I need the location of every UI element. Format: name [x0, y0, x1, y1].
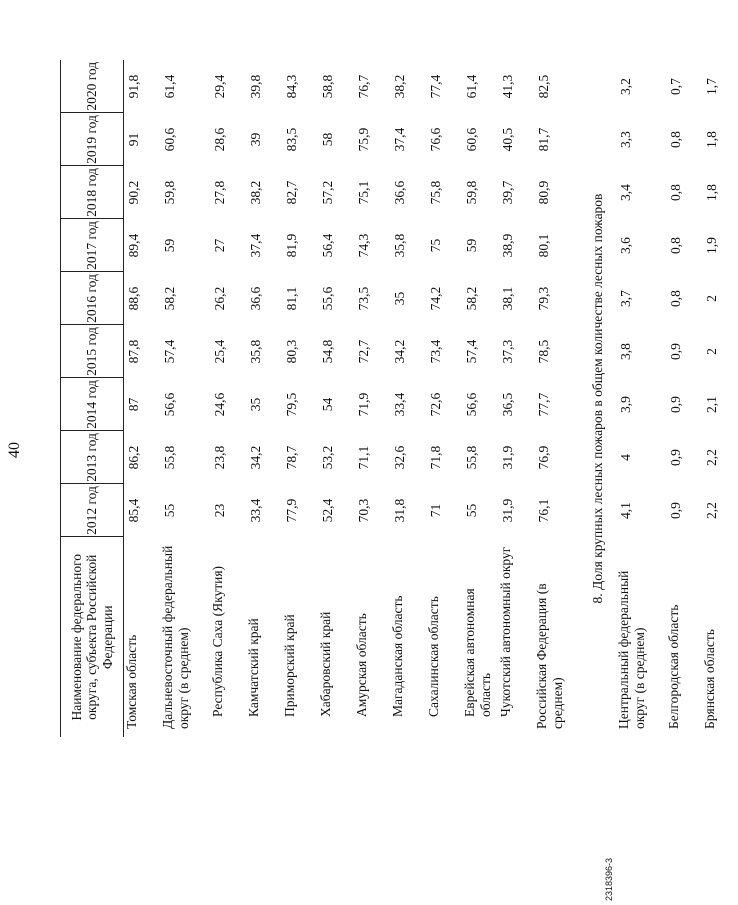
- value-cell: 76,6: [428, 127, 443, 152]
- value-cell: 34,2: [392, 339, 407, 364]
- table-row: [210, 60, 246, 737]
- value-cell: 55,8: [162, 445, 177, 470]
- value-cell: 78,5: [536, 339, 551, 364]
- value-cell: 55,8: [464, 445, 479, 470]
- header-year-2017: 2017 год: [61, 219, 124, 272]
- value-cell: 70,3: [356, 498, 371, 523]
- table-row: [390, 60, 426, 737]
- value-cell: 74,2: [428, 286, 443, 311]
- value-cell: 58: [320, 132, 335, 147]
- value-cell: 31,9: [500, 498, 515, 523]
- value-cell: 81,9: [284, 233, 299, 258]
- value-cell: 71,9: [356, 392, 371, 417]
- value-cell: 85,4: [126, 498, 141, 523]
- value-cell: 3,6: [618, 237, 633, 254]
- value-cell: 71: [428, 503, 443, 518]
- value-cell: 39: [248, 132, 263, 147]
- value-cell: 4: [618, 454, 633, 461]
- value-cell: 37,4: [248, 233, 263, 258]
- region-name-cell: Еврейская автономная область: [462, 588, 493, 717]
- header-year-2020: 2020 год: [61, 60, 124, 113]
- value-cell: 81,7: [536, 127, 551, 152]
- region-name-cell: Дальневосточный федеральный округ (в среднем): [160, 545, 191, 729]
- value-cell: 37,3: [500, 339, 515, 364]
- value-cell: 56,6: [464, 392, 479, 417]
- value-cell: 74,3: [356, 233, 371, 258]
- value-cell: 36,6: [392, 180, 407, 205]
- value-cell: 28,6: [212, 127, 227, 152]
- value-cell: 87: [126, 397, 141, 412]
- value-cell: 77,9: [284, 498, 299, 523]
- value-cell: 24,6: [212, 392, 227, 417]
- table-row: [318, 60, 354, 737]
- header-year-2015: 2015 год: [61, 325, 124, 378]
- value-cell: 0,9: [668, 343, 683, 360]
- value-cell: 77,4: [428, 74, 443, 99]
- value-cell: 55: [464, 503, 479, 518]
- value-cell: 57,2: [320, 180, 335, 205]
- value-cell: 82,5: [536, 74, 551, 99]
- value-cell: 35: [248, 397, 263, 412]
- header-year-2012: 2012 год: [61, 484, 124, 537]
- value-cell: 0,9: [668, 396, 683, 413]
- value-cell: 58,8: [320, 74, 335, 99]
- value-cell: 38,2: [248, 180, 263, 205]
- header-year-2013: 2013 год: [61, 431, 124, 484]
- value-cell: 0,8: [668, 184, 683, 201]
- value-cell: 60,6: [162, 127, 177, 152]
- value-cell: 39,7: [500, 180, 515, 205]
- value-cell: 73,5: [356, 286, 371, 311]
- value-cell: 53,2: [320, 445, 335, 470]
- value-cell: 33,4: [248, 498, 263, 523]
- region-name-cell: Хабаровский край: [318, 611, 333, 717]
- value-cell: 57,4: [464, 339, 479, 364]
- value-cell: 77,7: [536, 392, 551, 417]
- value-cell: 29,4: [212, 74, 227, 99]
- value-cell: 52,4: [320, 498, 335, 523]
- value-cell: 83,5: [284, 127, 299, 152]
- value-cell: 39,8: [248, 74, 263, 99]
- value-cell: 0,7: [668, 78, 683, 95]
- value-cell: 76,1: [536, 498, 551, 523]
- value-cell: 75,8: [428, 180, 443, 205]
- value-cell: 31,9: [500, 445, 515, 470]
- value-cell: 23,8: [212, 445, 227, 470]
- table-header-row: [61, 60, 124, 737]
- value-cell: 59: [464, 238, 479, 253]
- value-cell: 32,6: [392, 445, 407, 470]
- value-cell: 90,2: [126, 180, 141, 205]
- value-cell: 2,1: [704, 396, 719, 413]
- value-cell: 40,5: [500, 127, 515, 152]
- value-cell: 3,2: [618, 78, 633, 95]
- value-cell: 27,8: [212, 180, 227, 205]
- value-cell: 3,8: [618, 343, 633, 360]
- region-name-cell: Камчатский край: [246, 618, 261, 717]
- table-row: [124, 60, 161, 737]
- value-cell: 71,8: [428, 445, 443, 470]
- section-title-row: [584, 60, 616, 737]
- value-cell: 84,3: [284, 74, 299, 99]
- table-row: [282, 60, 318, 737]
- value-cell: 75: [428, 238, 443, 253]
- table-row: [160, 60, 210, 737]
- value-cell: 4,1: [618, 502, 633, 519]
- header-year-2016: 2016 год: [61, 272, 124, 325]
- value-cell: 0,8: [668, 290, 683, 307]
- value-cell: 37,4: [392, 127, 407, 152]
- region-name-cell: Приморский край: [282, 614, 297, 717]
- value-cell: 72,6: [428, 392, 443, 417]
- value-cell: 87,8: [126, 339, 141, 364]
- value-cell: 75,9: [356, 127, 371, 152]
- value-cell: 79,5: [284, 392, 299, 417]
- value-cell: 59,8: [162, 180, 177, 205]
- region-name-cell: Чукотский автономный округ: [498, 546, 513, 717]
- value-cell: 91: [126, 132, 141, 147]
- value-cell: 58,2: [464, 286, 479, 311]
- region-name-cell: Брянская область: [702, 629, 717, 729]
- value-cell: 73,4: [428, 339, 443, 364]
- forest-fires-table: [60, 60, 738, 737]
- region-name-cell: Томская область: [124, 634, 139, 729]
- table-row: [702, 60, 738, 737]
- region-name-cell: Центральный федеральный округ (в среднем): [616, 570, 647, 729]
- table-body-section-8-title: [584, 60, 616, 737]
- value-cell: 61,4: [464, 74, 479, 99]
- value-cell: 54,8: [320, 339, 335, 364]
- value-cell: 38,2: [392, 74, 407, 99]
- value-cell: 81,1: [284, 286, 299, 311]
- value-cell: 3,7: [618, 290, 633, 307]
- value-cell: 54: [320, 397, 335, 412]
- value-cell: 35,8: [248, 339, 263, 364]
- value-cell: 36,6: [248, 286, 263, 311]
- value-cell: 71,1: [356, 445, 371, 470]
- value-cell: 60,6: [464, 127, 479, 152]
- value-cell: 34,2: [248, 445, 263, 470]
- value-cell: 0,8: [668, 237, 683, 254]
- value-cell: 82,7: [284, 180, 299, 205]
- table-row: [498, 60, 534, 737]
- value-cell: 1,7: [704, 78, 719, 95]
- value-cell: 55,6: [320, 286, 335, 311]
- region-name-cell: Сахалинская область: [426, 596, 441, 717]
- value-cell: 79,3: [536, 286, 551, 311]
- value-cell: 80,1: [536, 233, 551, 258]
- value-cell: 31,8: [392, 498, 407, 523]
- table-body-section-7: [124, 60, 585, 737]
- value-cell: 72,7: [356, 339, 371, 364]
- value-cell: 76,9: [536, 445, 551, 470]
- value-cell: 41,3: [500, 74, 515, 99]
- value-cell: 89,4: [126, 233, 141, 258]
- table-row: [616, 60, 666, 737]
- header-year-2019: 2019 год: [61, 113, 124, 166]
- region-name-cell: Магаданская область: [390, 595, 405, 717]
- value-cell: 55: [162, 503, 177, 518]
- value-cell: 80,9: [536, 180, 551, 205]
- value-cell: 1,8: [704, 184, 719, 201]
- value-cell: 88,6: [126, 286, 141, 311]
- value-cell: 2,2: [704, 502, 719, 519]
- value-cell: 78,7: [284, 445, 299, 470]
- value-cell: 0,8: [668, 131, 683, 148]
- value-cell: 0,9: [668, 502, 683, 519]
- value-cell: 38,9: [500, 233, 515, 258]
- value-cell: 76,7: [356, 74, 371, 99]
- section-title: 8. Доля крупных лесных пожаров в общем количестве лесных пожаров: [590, 193, 605, 604]
- value-cell: 35,8: [392, 233, 407, 258]
- value-cell: 2: [704, 348, 719, 355]
- value-cell: 2,2: [704, 449, 719, 466]
- table-row: [462, 60, 498, 737]
- header-year-2018: 2018 год: [61, 166, 124, 219]
- header-year-2014: 2014 год: [61, 378, 124, 431]
- value-cell: 38,1: [500, 286, 515, 311]
- table-body-section-8: [616, 60, 738, 737]
- value-cell: 59,8: [464, 180, 479, 205]
- document-code: 2318396-3: [604, 857, 614, 901]
- value-cell: 0,9: [668, 449, 683, 466]
- region-name-cell: Белгородская область: [666, 604, 681, 729]
- value-cell: 1,8: [704, 131, 719, 148]
- table-row: [354, 60, 390, 737]
- value-cell: 91,8: [126, 74, 141, 99]
- page-number: 40: [6, 442, 23, 458]
- value-cell: 35: [392, 291, 407, 306]
- table-row: [246, 60, 282, 737]
- value-cell: 2: [704, 295, 719, 302]
- table-row: [534, 60, 584, 737]
- value-cell: 61,4: [162, 74, 177, 99]
- value-cell: 1,9: [704, 237, 719, 254]
- value-cell: 59: [162, 238, 177, 253]
- value-cell: 56,4: [320, 233, 335, 258]
- value-cell: 25,4: [212, 339, 227, 364]
- value-cell: 36,5: [500, 392, 515, 417]
- region-name-cell: Амурская область: [354, 613, 369, 717]
- value-cell: 3,3: [618, 131, 633, 148]
- table-row: [426, 60, 462, 737]
- table-row: [666, 60, 702, 737]
- value-cell: 33,4: [392, 392, 407, 417]
- region-name-cell: Республика Саха (Якутия): [210, 565, 225, 717]
- value-cell: 58,2: [162, 286, 177, 311]
- value-cell: 80,3: [284, 339, 299, 364]
- value-cell: 86,2: [126, 445, 141, 470]
- region-name-cell: Российская Федерация (в среднем): [534, 583, 565, 729]
- value-cell: 56,6: [162, 392, 177, 417]
- value-cell: 23: [212, 503, 227, 518]
- value-cell: 57,4: [162, 339, 177, 364]
- value-cell: 27: [212, 238, 227, 253]
- value-cell: 3,4: [618, 184, 633, 201]
- value-cell: 26,2: [212, 286, 227, 311]
- value-cell: 75,1: [356, 180, 371, 205]
- header-name-column: Наименование федерального округа, субъекта Российской Федерации: [61, 537, 124, 737]
- value-cell: 3,9: [618, 396, 633, 413]
